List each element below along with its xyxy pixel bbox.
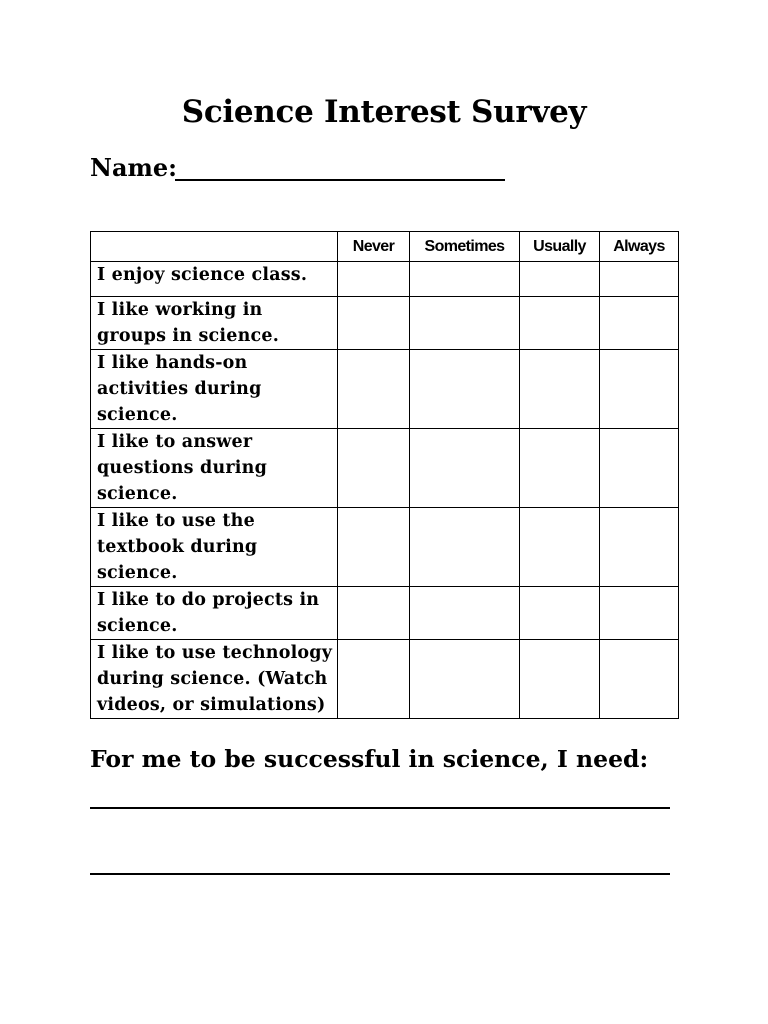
table-row	[91, 508, 679, 587]
never-response-cell[interactable]	[338, 587, 410, 640]
success-question: For me to be successful in science, I need:	[90, 745, 649, 773]
column-header: Never	[338, 232, 410, 262]
usually-response-cell[interactable]	[520, 297, 600, 350]
statement-cell: I like hands-on activities during science.	[91, 350, 338, 429]
usually-response-cell[interactable]	[520, 350, 600, 429]
statement-cell: I like to do projects in science.	[91, 587, 338, 640]
statement-cell: I enjoy science class.	[91, 262, 338, 297]
table-row	[91, 640, 679, 719]
column-header: Usually	[520, 232, 600, 262]
name-blank-line[interactable]	[175, 179, 505, 181]
never-response-cell[interactable]	[338, 297, 410, 350]
table-row	[91, 429, 679, 508]
never-response-cell[interactable]	[338, 640, 410, 719]
always-response-cell[interactable]	[600, 297, 679, 350]
table-row	[91, 350, 679, 429]
sometimes-response-cell[interactable]	[410, 297, 520, 350]
column-header: Always	[600, 232, 679, 262]
always-response-cell[interactable]	[600, 508, 679, 587]
never-response-cell[interactable]	[338, 508, 410, 587]
table-row	[91, 262, 679, 297]
always-response-cell[interactable]	[600, 587, 679, 640]
sometimes-response-cell[interactable]	[410, 350, 520, 429]
never-response-cell[interactable]	[338, 429, 410, 508]
header-row	[91, 232, 679, 262]
sometimes-response-cell[interactable]	[410, 640, 520, 719]
statement-cell: I like to use the textbook during science.	[91, 508, 338, 587]
statement-cell: I like to use technology during science. (Watch videos, or simulations)	[91, 640, 338, 719]
sometimes-response-cell[interactable]	[410, 508, 520, 587]
name-label: Name:	[90, 153, 178, 182]
table-row	[91, 297, 679, 350]
always-response-cell[interactable]	[600, 350, 679, 429]
sometimes-response-cell[interactable]	[410, 587, 520, 640]
statement-cell: I like working in groups in science.	[91, 297, 338, 350]
usually-response-cell[interactable]	[520, 262, 600, 297]
header-blank-cell	[91, 232, 338, 262]
sometimes-response-cell[interactable]	[410, 429, 520, 508]
usually-response-cell[interactable]	[520, 587, 600, 640]
survey-table	[90, 231, 679, 719]
table-row	[91, 587, 679, 640]
always-response-cell[interactable]	[600, 429, 679, 508]
column-header: Sometimes	[410, 232, 520, 262]
always-response-cell[interactable]	[600, 262, 679, 297]
usually-response-cell[interactable]	[520, 508, 600, 587]
always-response-cell[interactable]	[600, 640, 679, 719]
sometimes-response-cell[interactable]	[410, 262, 520, 297]
usually-response-cell[interactable]	[520, 640, 600, 719]
answer-line-1[interactable]	[90, 807, 670, 809]
statement-cell: I like to answer questions during science.	[91, 429, 338, 508]
usually-response-cell[interactable]	[520, 429, 600, 508]
never-response-cell[interactable]	[338, 262, 410, 297]
survey-title: Science Interest Survey	[181, 94, 587, 130]
never-response-cell[interactable]	[338, 350, 410, 429]
answer-line-2[interactable]	[90, 873, 670, 875]
